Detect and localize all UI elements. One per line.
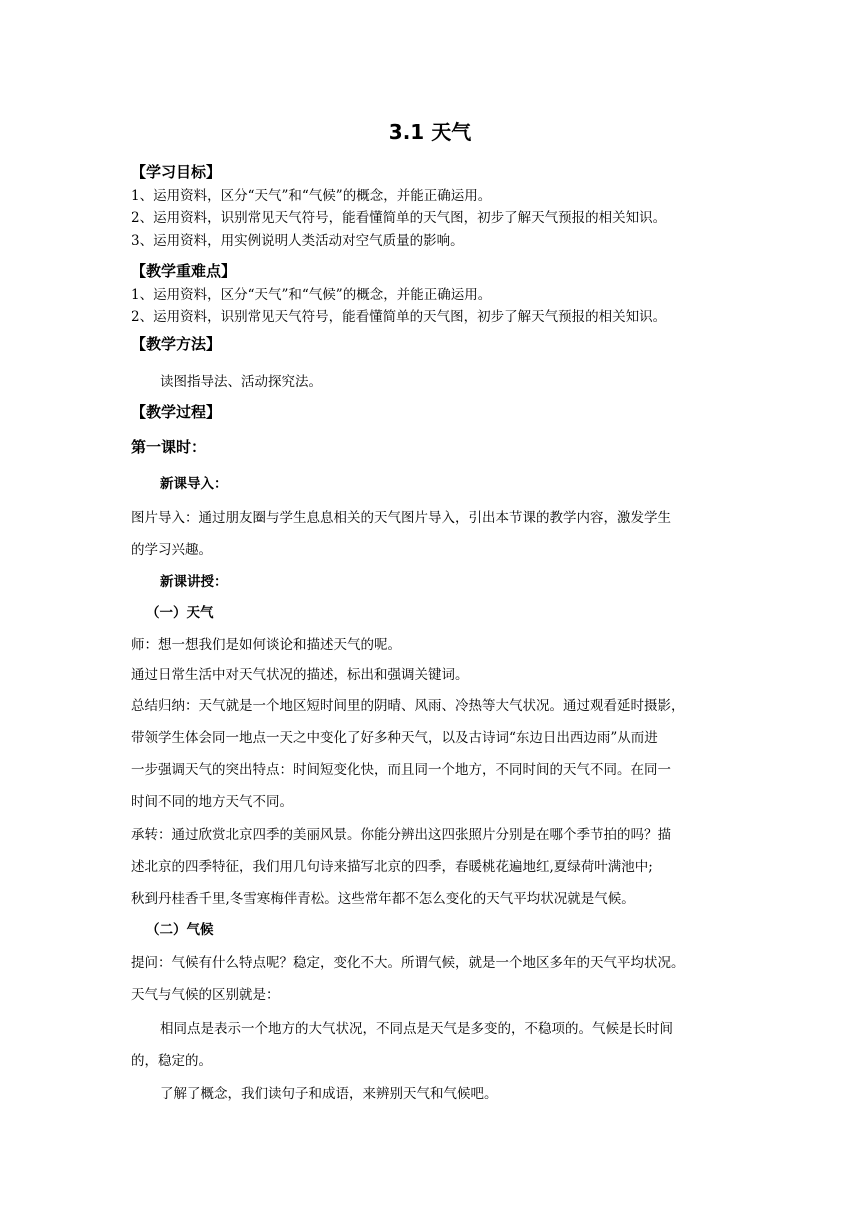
section2-para-line: 相同点是表示一个地方的大气状况，不同点是天气是多变的，不稳项的。气候是长时间: [160, 1021, 673, 1037]
keypoint-item: 1、运用资料，区分“天气”和“气候”的概念，并能正确运用。: [131, 287, 492, 303]
section1-line: 时间不同的地方天气不同。: [131, 794, 293, 810]
goal-item: 3、运用资料，用实例说明人类活动对空气质量的影响。: [131, 233, 464, 249]
methods-heading: 【教学方法】: [131, 335, 222, 353]
section2-line: 天气与气候的区别就是：: [131, 987, 280, 1003]
methods-text: 读图指导法、活动探究法。: [160, 374, 322, 390]
process-heading: 【教学过程】: [131, 403, 222, 421]
intro-line: 的学习兴趣。: [131, 542, 212, 558]
lecture-heading: 新课讲授：: [160, 574, 228, 590]
section2-line: 提问：气候有什么特点呢？稳定，变化不大。所谓气候，就是一个地区多年的天气平均状况。: [131, 955, 685, 971]
intro-heading: 新课导入：: [160, 476, 228, 492]
section1-line: 通过日常生活中对天气状况的描述，标出和强调关键词。: [131, 667, 469, 683]
section1-line: 秋到丹桂香千里,冬雪寒梅伴青松。这些常年都不怎么变化的天气平均状况就是气候。: [131, 891, 635, 907]
section2-heading: （二）气候: [146, 922, 214, 938]
section1-line: 承转：通过欣赏北京四季的美丽风景。你能分辨出这四张照片分别是在哪个季节拍的吗？描: [131, 827, 671, 843]
intro-line: 图片导入：通过朋友圈与学生息息相关的天气图片导入，引出本节课的教学内容，激发学生: [131, 510, 671, 526]
section1-line: 师：想一想我们是如何谈论和描述天气的呢。: [131, 637, 401, 653]
keypoint-item: 2、运用资料，识别常见天气符号，能看懂简单的天气图，初步了解天气预报的相关知识。: [131, 309, 667, 325]
lesson-heading: 第一课时：: [131, 438, 207, 456]
goals-heading: 【学习目标】: [131, 163, 222, 181]
page-title: 3.1 天气: [388, 120, 472, 144]
goal-item: 1、运用资料，区分“天气”和“气候”的概念，并能正确运用。: [131, 188, 492, 204]
keypoints-heading: 【教学重难点】: [131, 262, 237, 280]
section2-para-line: 的，稳定的。: [131, 1053, 212, 1069]
section2-para-line: 了解了概念，我们读句子和成语，来辨别天气和气候吧。: [160, 1086, 498, 1102]
section1-line: 带领学生体会同一地点一天之中变化了好多种天气，以及古诗词“东边日出西边雨”从而进: [131, 730, 658, 746]
section1-heading: （一）天气: [146, 605, 214, 621]
goal-item: 2、运用资料，识别常见天气符号，能看懂简单的天气图，初步了解天气预报的相关知识。: [131, 210, 667, 226]
section1-line: 总结归纳：天气就是一个地区短时间里的阴晴、风雨、冷热等大气状况。通过观看延时摄影，: [131, 698, 685, 714]
section1-line: 一步强调天气的突出特点：时间短变化快，而且同一个地方，不同时间的天气不同。在同一: [131, 762, 671, 778]
section1-line: 述北京的四季特征，我们用几句诗来描写北京的四季，春暖桃花遍地红,夏绿荷叶满池中;: [131, 859, 653, 875]
